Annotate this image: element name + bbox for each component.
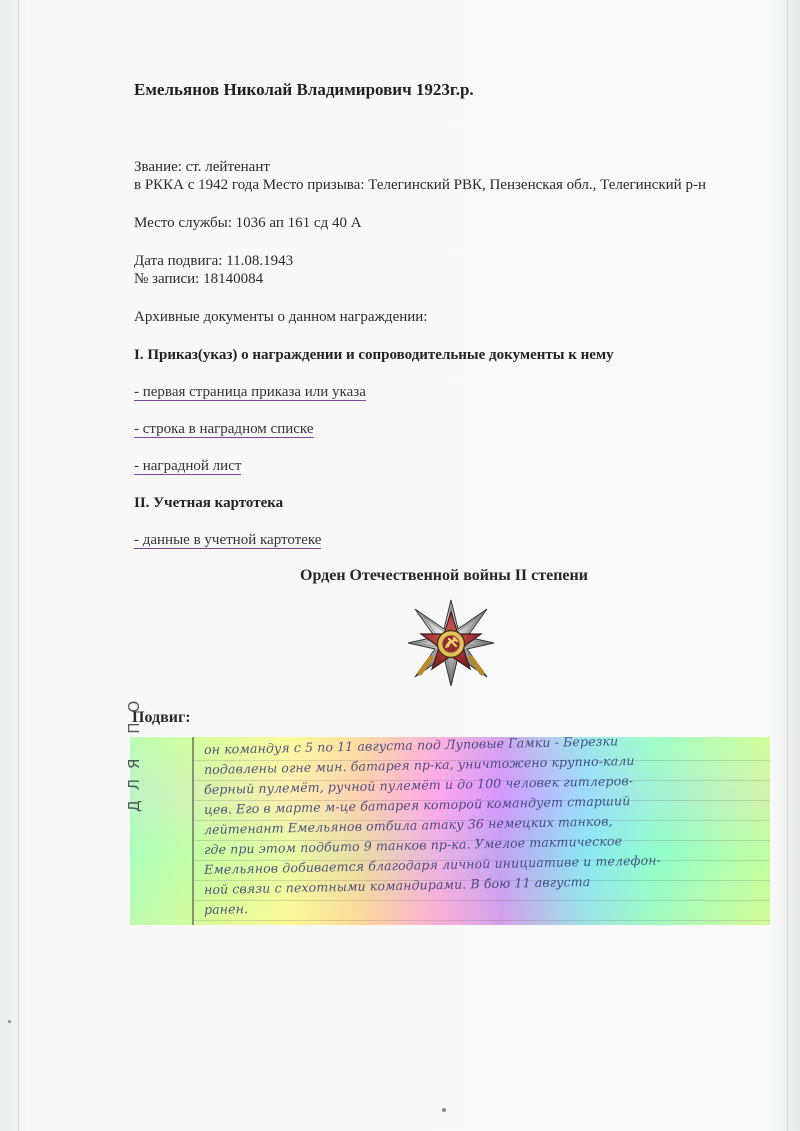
handwritten-line: подавлены огне мин. батарея пр-ка, уничтожено крупно-кали (203, 752, 635, 777)
card-row-line (194, 920, 770, 921)
handwritten-line: ранен. (203, 901, 249, 917)
feat-label: Подвиг: (132, 709, 191, 726)
award-title: Орден Отечественной войны II степени (300, 567, 588, 584)
scan-speck (8, 1020, 11, 1023)
records-card-link[interactable]: - данные в учетной картотеке (134, 532, 322, 548)
feat-date-line: Дата подвига: 11.08.1943 (134, 253, 294, 269)
person-title: Емельянов Николай Владимирович 1923г.р. (134, 80, 474, 99)
spacer (134, 475, 774, 494)
records-card-heading: II. Учетная картотека (134, 495, 284, 511)
rank-line: Звание: ст. лейтенант (134, 159, 270, 175)
spacer (134, 232, 774, 252)
scan-speck (442, 1108, 446, 1112)
spacer (134, 326, 774, 346)
card-stamp-text: ДЛЯ ПО (125, 690, 143, 812)
award-list-line-link[interactable]: - строка в наградном списке (134, 421, 314, 437)
draft-line: в РККА с 1942 года Место призыва: Телегинский РВК, Пензенская обл., Телегинский р-н (134, 177, 706, 193)
award-record-content (134, 79, 774, 549)
award-sheet-link[interactable]: - наградной лист (134, 458, 242, 474)
archive-intro: Архивные документы о данном награждении: (134, 309, 428, 325)
spacer (134, 101, 774, 158)
record-number-line: № записи: 18140084 (134, 271, 264, 287)
handwritten-line: Емельянов добивается благодаря личной инициативе и телефон- (203, 852, 662, 877)
hammer-sickle-disc (442, 635, 460, 653)
order-documents-heading: I. Приказ(указ) о награждении и сопроводительные документы к нему (134, 347, 614, 363)
card-margin-rule (192, 737, 194, 925)
handwritten-line: ной связи с пехотными командирами. В бою 11 августа (203, 873, 591, 897)
handwritten-line: он командуя с 5 по 11 августа под Луповые Гамки - Березки (203, 733, 619, 757)
spacer (134, 364, 774, 383)
order-first-page-link[interactable]: - первая страница приказа или указа (134, 384, 366, 400)
spacer (134, 194, 774, 214)
handwritten-line: цев. Его в марте м-це батарея которой командует старший (203, 793, 631, 817)
spacer (134, 401, 774, 420)
order-of-patriotic-war-icon (406, 598, 496, 688)
spacer (134, 512, 774, 531)
handwritten-line: берный пулемёт, ручной пулемёт и до 100 человек гитлеров- (203, 773, 634, 797)
handwritten-line: где при этом подбито 9 танков пр-ка. Умелое тактическое (203, 833, 623, 857)
spacer (134, 438, 774, 457)
service-line: Место службы: 1036 ап 161 сд 40 А (134, 215, 362, 231)
scan-edge-line (18, 0, 19, 1131)
spacer (134, 288, 774, 308)
scan-edge-line (787, 0, 788, 1131)
handwritten-line: лейтенант Емельянов отбила атаку 36 немецких танков, (203, 813, 613, 837)
